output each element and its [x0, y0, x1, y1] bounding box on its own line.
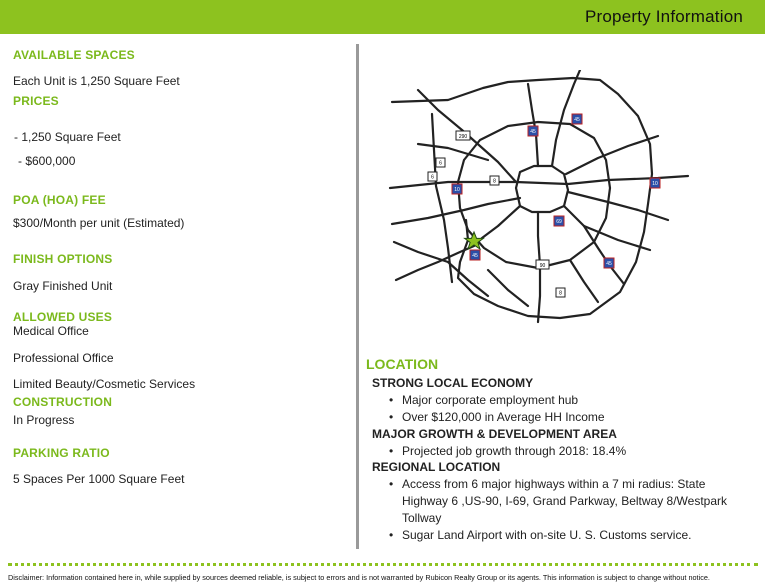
location-bullet: • Projected job growth through 2018: 18.4% [402, 443, 732, 460]
prices-line-2: - $600,000 [18, 154, 76, 168]
highway-shield [452, 184, 462, 194]
poa-fee-text: $300/Month per unit (Estimated) [13, 216, 185, 230]
page-title: Property Information [584, 7, 743, 26]
highway-shield [456, 131, 470, 140]
svg-text:8: 8 [493, 178, 496, 185]
highway-shield [428, 172, 437, 181]
allowed-use-item: Medical Office [13, 324, 89, 338]
svg-text:45: 45 [530, 129, 536, 135]
svg-text:290: 290 [458, 134, 468, 140]
highway-shield [528, 126, 538, 136]
location-bullet: • Over $120,000 in Average HH Income [402, 409, 732, 426]
location-group-title: REGIONAL LOCATION [372, 460, 501, 474]
poa-fee-heading: POA (HOA) FEE [13, 193, 106, 207]
svg-text:69: 69 [556, 219, 562, 225]
footer-dotted-rule [8, 563, 758, 566]
highway-shield [436, 158, 445, 167]
highway-shield [572, 114, 582, 124]
svg-text:10: 10 [454, 187, 460, 193]
svg-text:45: 45 [574, 117, 580, 123]
location-bullet: • Major corporate employment hub [402, 392, 732, 409]
highway-shield [536, 260, 549, 269]
construction-text: In Progress [13, 413, 75, 427]
allowed-use-item: Limited Beauty/Cosmetic Services [13, 377, 196, 391]
highway-shield [554, 216, 564, 226]
parking-ratio-text: 5 Spaces Per 1000 Square Feet [13, 472, 185, 486]
location-group-title: STRONG LOCAL ECONOMY [372, 376, 534, 390]
location-group-title: MAJOR GROWTH & DEVELOPMENT AREA [372, 427, 617, 441]
location-bullet: • Sugar Land Airport with on-site U. S. Customs service. [402, 527, 732, 544]
svg-text:45: 45 [606, 261, 612, 267]
finish-options-heading: FINISH OPTIONS [13, 252, 113, 266]
svg-text:10: 10 [652, 181, 658, 187]
available-spaces-text: Each Unit is 1,250 Square Feet [13, 74, 180, 88]
finish-options-text: Gray Finished Unit [13, 279, 113, 293]
allowed-uses-heading: ALLOWED USES [13, 310, 113, 324]
parking-ratio-heading: PARKING RATIO [13, 446, 110, 460]
highway-shield [604, 258, 614, 268]
location-bullet: • Access from 6 major highways within a 7 mi radius: State Highway 6 ,US-90, I-69, Grand Parkway, Beltway 8/Westpark Tollway [402, 476, 732, 527]
header-bar [0, 0, 765, 34]
prices-heading: PRICES [13, 94, 59, 108]
allowed-use-item: Professional Office [13, 351, 114, 365]
svg-text:90: 90 [539, 263, 546, 269]
column-divider [356, 44, 359, 549]
highway-shield [556, 288, 565, 297]
svg-text:6: 6 [431, 174, 434, 181]
prices-line-1: - 1,250 Square Feet [14, 130, 121, 144]
location-heading: LOCATION [366, 356, 439, 372]
svg-text:6: 6 [439, 160, 442, 167]
highway-shield [650, 178, 660, 188]
svg-text:8: 8 [559, 290, 562, 297]
available-spaces-heading: AVAILABLE SPACES [13, 48, 135, 62]
disclaimer-text: Disclaimer: Information contained here in, while supplied by sources deemed reliable, is subject to errors and is not warranted by Rubicon Realty Group or its agents. This information is subject to change without notice. [8, 573, 710, 582]
construction-heading: CONSTRUCTION [13, 395, 113, 409]
highway-shield [470, 250, 480, 260]
area-road-map [388, 70, 690, 325]
highway-shield [490, 176, 499, 185]
svg-text:45: 45 [472, 253, 478, 259]
